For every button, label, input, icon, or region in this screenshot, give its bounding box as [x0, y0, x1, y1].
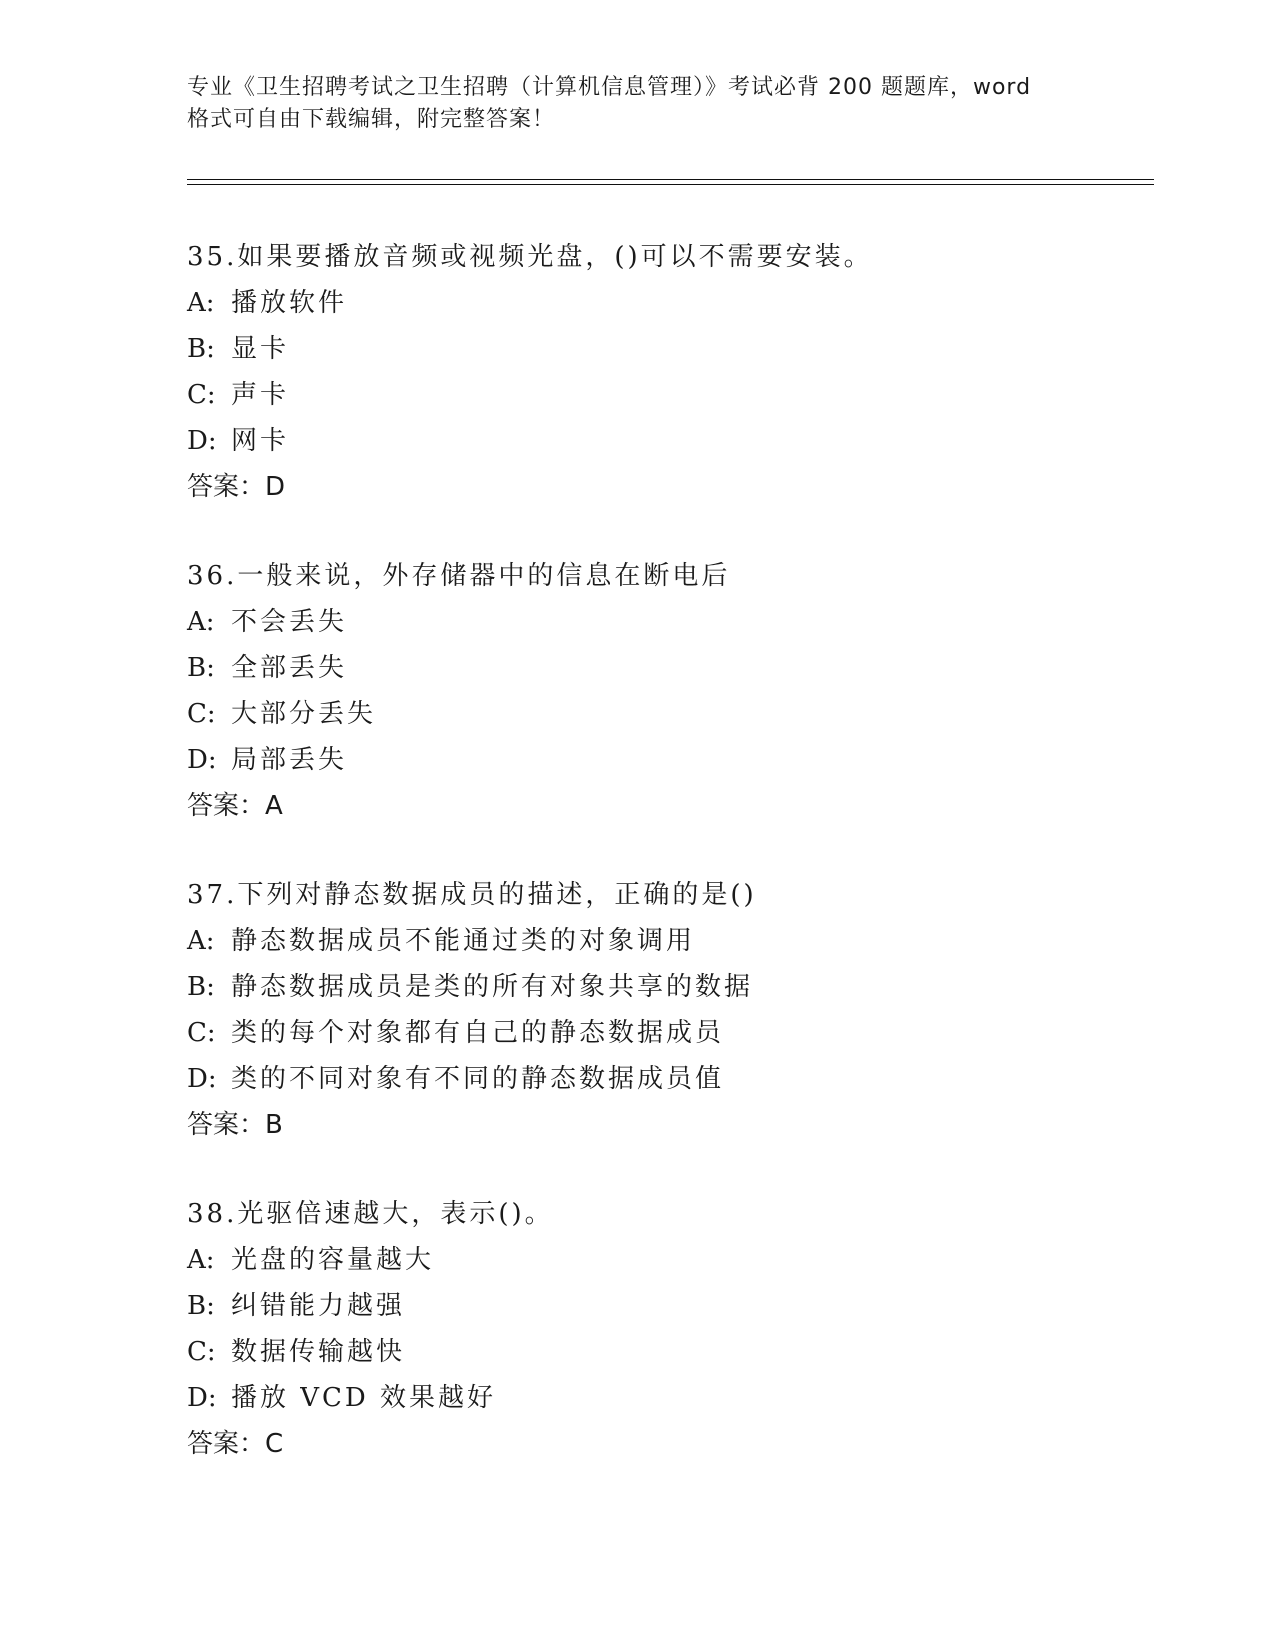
header-line-1: 专业《卫生招聘考试之卫生招聘（计算机信息管理）》考试必背 200 题题库，word: [187, 75, 1032, 100]
option-key: D:: [187, 1383, 217, 1413]
question-stem: 35.如果要播放音频或视频光盘，()可以不需要安装。: [187, 242, 873, 272]
option-b: [187, 1283, 1147, 1329]
option-a: [187, 599, 1147, 645]
answer-line: 答案：A: [187, 791, 283, 821]
option-key: D:: [187, 1064, 217, 1094]
option-c: [187, 1010, 1147, 1056]
option-key: C:: [187, 1337, 216, 1367]
option-text: 静态数据成员是类的所有对象共享的数据: [231, 972, 754, 1002]
answer-line: 答案：C: [187, 1429, 284, 1459]
option-d: [187, 418, 1147, 464]
option-d: [187, 1375, 1147, 1421]
option-key: B:: [187, 972, 215, 1002]
option-text: 类的不同对象有不同的静态数据成员值: [231, 1064, 725, 1094]
option-key: A:: [187, 1245, 215, 1275]
option-key: B:: [187, 653, 215, 683]
option-key: A:: [187, 288, 215, 318]
option-text: 静态数据成员不能通过类的对象调用: [231, 926, 696, 956]
option-key: C:: [187, 380, 216, 410]
option-text: 数据传输越快: [231, 1337, 406, 1367]
question-stem: 38.光驱倍速越大，表示()。: [187, 1199, 554, 1229]
option-text: 显卡: [231, 334, 290, 364]
option-text: 类的每个对象都有自己的静态数据成员: [231, 1018, 725, 1048]
option-key: B:: [187, 334, 215, 364]
option-text: 局部丢失: [231, 745, 348, 775]
answer-line: 答案：D: [187, 472, 286, 502]
option-a: [187, 1237, 1147, 1283]
option-text: 纠错能力越强: [231, 1291, 406, 1321]
option-a: [187, 918, 1147, 964]
option-text: 全部丢失: [231, 653, 348, 683]
option-b: [187, 964, 1147, 1010]
option-d: [187, 737, 1147, 783]
option-key: A:: [187, 926, 215, 956]
option-text: 播放软件: [231, 288, 348, 318]
option-a: [187, 280, 1147, 326]
option-key: D:: [187, 426, 217, 456]
question-35: [187, 234, 1147, 510]
header-line-2: 格式可自由下载编辑，附完整答案！: [187, 107, 556, 132]
option-key: D:: [187, 745, 217, 775]
question-37: [187, 872, 1147, 1148]
answer-line: 答案：B: [187, 1110, 283, 1140]
option-text: 大部分丢失: [231, 699, 377, 729]
header-divider-top: [187, 179, 1154, 180]
option-b: [187, 645, 1147, 691]
option-key: C:: [187, 1018, 216, 1048]
option-c: [187, 1329, 1147, 1375]
question-36: [187, 553, 1147, 829]
option-c: [187, 372, 1147, 418]
question-stem: 36.一般来说，外存储器中的信息在断电后: [187, 561, 731, 591]
header-divider-bottom: [187, 184, 1154, 185]
option-text: 声卡: [231, 380, 290, 410]
option-key: A:: [187, 607, 215, 637]
question-stem: 37.下列对静态数据成员的描述，正确的是(): [187, 880, 757, 910]
document-header: [187, 72, 1087, 136]
option-text: 播放 VCD 效果越好: [231, 1383, 497, 1413]
option-b: [187, 326, 1147, 372]
question-38: [187, 1191, 1147, 1467]
option-key: B:: [187, 1291, 215, 1321]
option-text: 网卡: [231, 426, 290, 456]
option-text: 不会丢失: [231, 607, 348, 637]
option-c: [187, 691, 1147, 737]
option-key: C:: [187, 699, 216, 729]
option-d: [187, 1056, 1147, 1102]
option-text: 光盘的容量越大: [231, 1245, 435, 1275]
